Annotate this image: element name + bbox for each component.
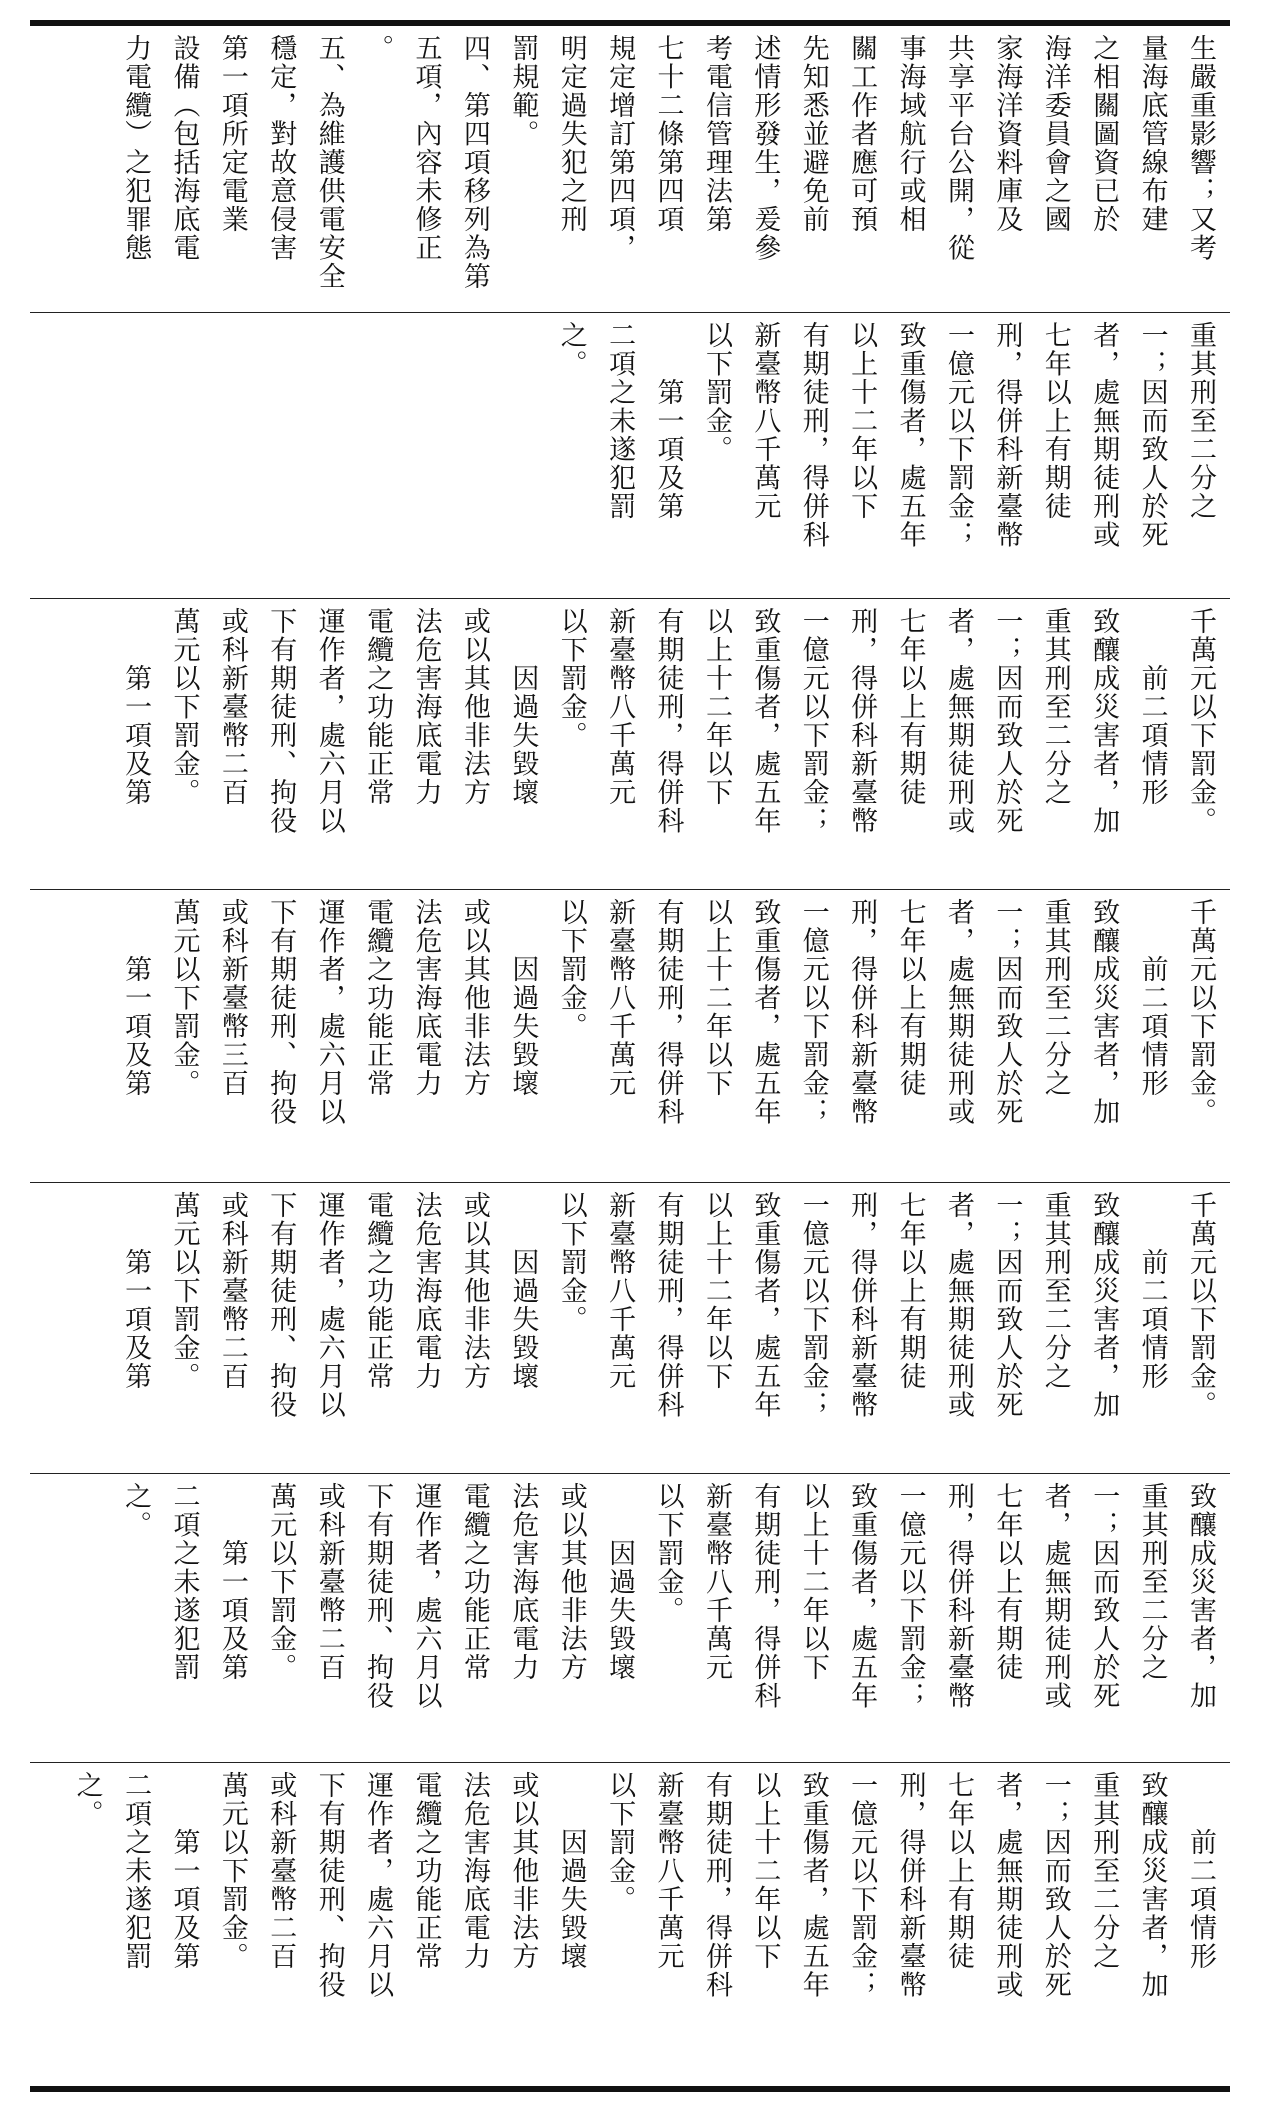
panel-text-1: 生嚴重影響；又考 量海底管線布建 之相關圖資已於 海洋委員會之國 家海洋資料庫及 共享平台公開，從 事海域航行或相 關工作者應可預 先知悉並避免前 述情形發生，爰參 考電信管理法第 七十二條第四項 規定增訂第四項， 明定過失犯之刑 罰規範。 四、第四項移列為第 五項，內容未修正 。 五、為維護供電安全 穩定，對故意侵害 第一項所定電業 設備（包括海底電 力電纜）之犯罪態	[120, 34, 1216, 291]
bottom-rule	[30, 2086, 1230, 2092]
panel-text-6: 致釀成災害者，加 重其刑至二分之 一；因而致人於死 者，處無期徒刑或 七年以上有期徒 刑，得併科新臺幣 一億元以下罰金； 致重傷者，處五年 以上十二年以下 有期徒刑，得併科 新臺幣八千萬元 以下罰金。 因過失毀壞 或以其他非法方 法危害海底電力 電纜之功能正常 運作者，處六月以 下有期徒刑、拘役 或科新臺幣二百 萬元以下罰金。 第一項及第 二項之未遂犯罰 之。	[120, 1482, 1216, 1710]
panel-text-block-5	[30, 1183, 1230, 1473]
panel-text-3: 千萬元以下罰金。 前二項情形 致釀成災害者，加 重其刑至二分之 一；因而致人於死 者，處無期徒刑或 七年以上有期徒 刑，得併科新臺幣 一億元以下罰金； 致重傷者，處五年 以上十二年以下 有期徒刑，得併科 新臺幣八千萬元 以下罰金。 因過失毀壞 或以其他非法方 法危害海底電力 電纜之功能正常 運作者，處六月以 下有期徒刑、拘役 或科新臺幣二百 萬元以下罰金。 第一項及第	[120, 607, 1216, 835]
panel-text-2: 重其刑至二分之 一；因而致人於死 者，處無期徒刑或 七年以上有期徒 刑，得併科新臺幣 一億元以下罰金； 致重傷者，處五年 以上十二年以下 有期徒刑，得併科 新臺幣八千萬元 以下罰金。 第一項及第 二項之未遂犯罰 之。	[555, 321, 1216, 549]
panel-text-7: 前二項情形 致釀成災害者，加 重其刑至二分之 一；因而致人於死 者，處無期徒刑或 七年以上有期徒 刑，得併科新臺幣 一億元以下罰金； 致重傷者，處五年 以上十二年以下 有期徒刑，得併科 新臺幣八千萬元 以下罰金。 因過失毀壞 或以其他非法方 法危害海底電力 電纜之功能正常 運作者，處六月以 下有期徒刑、拘役 或科新臺幣二百 萬元以下罰金。 第一項及第 二項之未遂犯罰 之。	[71, 1771, 1216, 1999]
panel-text-block-3	[30, 599, 1230, 889]
panel-text-5: 千萬元以下罰金。 前二項情形 致釀成災害者，加 重其刑至二分之 一；因而致人於死 者，處無期徒刑或 七年以上有期徒 刑，得併科新臺幣 一億元以下罰金； 致重傷者，處五年 以上十二年以下 有期徒刑，得併科 新臺幣八千萬元 以下罰金。 因過失毀壞 或以其他非法方 法危害海底電力 電纜之功能正常 運作者，處六月以 下有期徒刑、拘役 或科新臺幣二百 萬元以下罰金。 第一項及第	[120, 1191, 1216, 1419]
panel-text-block-2	[30, 313, 1230, 598]
panel-text-block-4	[30, 890, 1230, 1182]
legislative-comparison-table	[30, 26, 1230, 2086]
panel-text-block-6	[30, 1474, 1230, 1762]
panel-text-block-7	[30, 1763, 1230, 2086]
panel-explanation	[30, 26, 1230, 312]
panel-text-4: 千萬元以下罰金。 前二項情形 致釀成災害者，加 重其刑至二分之 一；因而致人於死 者，處無期徒刑或 七年以上有期徒 刑，得併科新臺幣 一億元以下罰金； 致重傷者，處五年 以上十二年以下 有期徒刑，得併科 新臺幣八千萬元 以下罰金。 因過失毀壞 或以其他非法方 法危害海底電力 電纜之功能正常 運作者，處六月以 下有期徒刑、拘役 或科新臺幣三百 萬元以下罰金。 第一項及第	[120, 898, 1216, 1126]
